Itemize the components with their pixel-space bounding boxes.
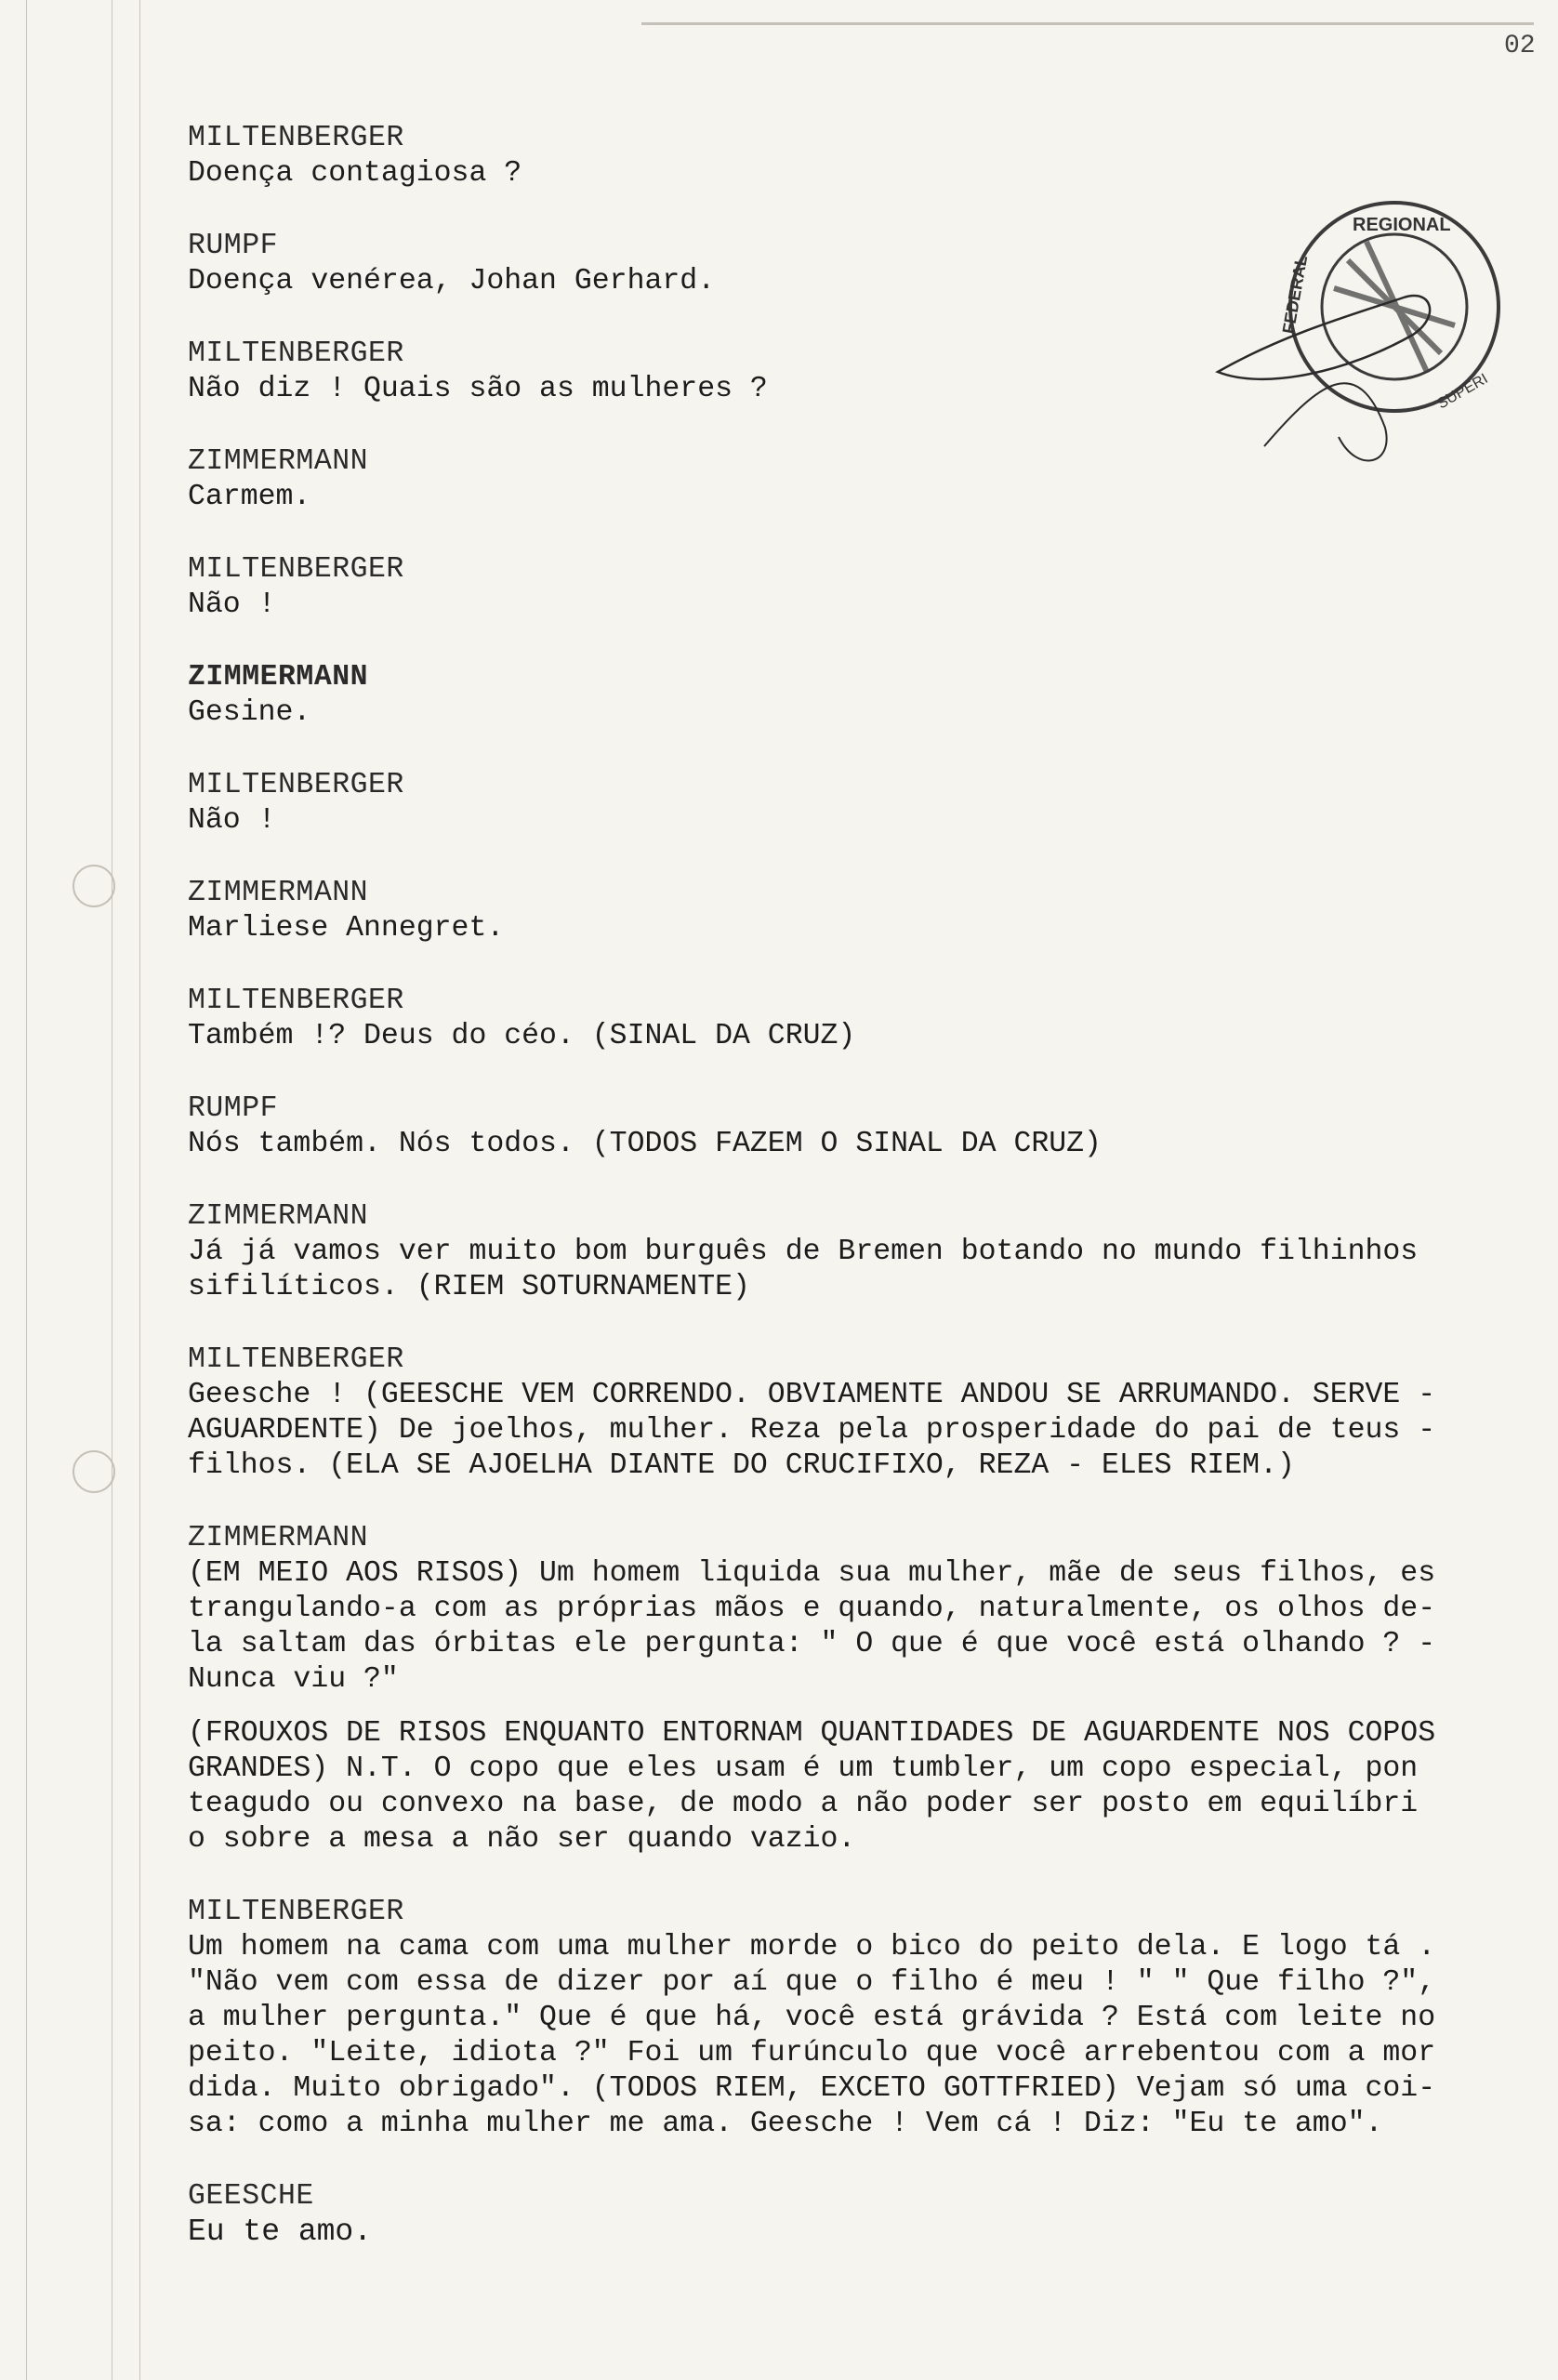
speaker-name: ZIMMERMANN [188,877,369,909]
speaker-name: ZIMMERMANN [188,445,369,478]
dialogue-block [188,768,1526,839]
speaker-name: ZIMMERMANN [188,1200,369,1233]
stage-direction: (FROUXOS DE RISOS ENQUANTO ENTORNAM QUANTIDADES DE AGUARDENTE NOS COPOS GRANDES) N.T. O copo que eles usam é um tumbler, um copo especial, pon teagudo ou convexo na base, de modo a não poder ser posto em equilíbri o sobre a mesa a não ser quando vazio. [188,1717,1436,1856]
speech-text: Carmem. [188,481,311,513]
speech-text: (EM MEIO AOS RISOS) Um homem liquida sua mulher, mãe de seus filhos, es trangulando-a com as próprias mãos e quando, naturalmente, os olhos de- la saltam das órbitas ele pergunta: " O que é que você está olhando ? - Nunca viu ?" [188,1557,1436,1696]
speaker-name: MILTENBERGER [188,337,404,370]
speech-text: Nós também. Nós todos. (TODOS FAZEM O SINAL DA CRUZ) [188,1128,1102,1160]
speaker-name: ZIMMERMANN [188,1522,369,1554]
dialogue-block [188,1895,1526,2142]
speech-text: Também !? Deus do céo. (SINAL DA CRUZ) [188,1020,856,1052]
speech-text: Marliese Annegret. [188,912,505,945]
dialogue-block [188,984,1526,1054]
dialogue-block [188,1199,1526,1305]
speech-text: Não diz ! Quais são as mulheres ? [188,373,768,405]
speaker-name: ZIMMERMANN [188,661,369,694]
stage-direction-block [188,1716,1526,1858]
speech-text: Geesche ! (GEESCHE VEM CORRENDO. OBVIAMENTE ANDOU SE ARRUMANDO. SERVE - AGUARDENTE) De joelhos, mulher. Reza pela prosperidade do pai de teus - filhos. (ELA SE AJOELHA DIANTE DO CRUCIFIXO, REZA - ELES RIEM.) [188,1379,1436,1482]
dialogue-block [188,121,1526,192]
speaker-name: GEESCHE [188,2180,314,2213]
speaker-name: MILTENBERGER [188,985,404,1017]
speech-text: Não ! [188,804,276,837]
speech-text: Não ! [188,588,276,621]
stamp-text: REGIONAL [1353,215,1451,235]
dialogue-block [188,1091,1526,1162]
speech-text: Um homem na cama com uma mulher morde o bico do peito dela. E logo tá . "Não vem com essa de dizer por aí que o filho é meu ! " " Que filho ?", a mulher pergunta." Que é que há, você está grávida ? Está com leite no peito. "Leite, idiota ?" Foi um furúnculo que você arrebentou com a mor dida. Muito obrigado". (TODOS RIEM, EXCETO GOTTFRIED) Vejam só uma coi- sa: como a minha mulher me ama. Geesche ! Vem cá ! Diz: "Eu te amo". [188,1931,1436,2140]
speech-text: Doença venérea, Johan Gerhard. [188,265,716,298]
dialogue-block [188,552,1526,623]
speech-text: Gesine. [188,696,311,729]
margin-line [139,0,140,2380]
dialogue-block [188,1342,1526,1484]
punch-hole [73,1450,115,1493]
stamp-text: SUPERI [1434,370,1491,413]
top-rule [641,22,1534,25]
speech-text: Eu te amo. [188,2215,373,2249]
speaker-name: MILTENBERGER [188,1896,404,1928]
dialogue-block [188,444,1526,515]
stamp-text: FEDERAL [1278,254,1312,336]
speech-text: Já já vamos ver muito bom burguês de Bremen botando no mundo filhinhos sifilíticos. (RIEM SOTURNAMENTE) [188,1236,1419,1303]
dialogue-block [188,876,1526,946]
dialogue-block [188,229,1526,299]
page-number: 02 [1504,32,1536,60]
speaker-name: MILTENBERGER [188,553,404,586]
speaker-name: MILTENBERGER [188,769,404,801]
dialogue-block [188,1521,1526,1698]
script-text [188,121,1526,2287]
speaker-name: MILTENBERGER [188,1343,404,1376]
punch-hole [73,865,115,907]
dialogue-block [188,2179,1526,2250]
speaker-name: RUMPF [188,1092,279,1125]
speech-text: Doença contagiosa ? [188,157,522,190]
dialogue-block [188,337,1526,407]
dialogue-block [188,660,1526,731]
speaker-name: RUMPF [188,230,279,262]
margin-line [26,0,27,2380]
speaker-name: MILTENBERGER [188,122,404,154]
